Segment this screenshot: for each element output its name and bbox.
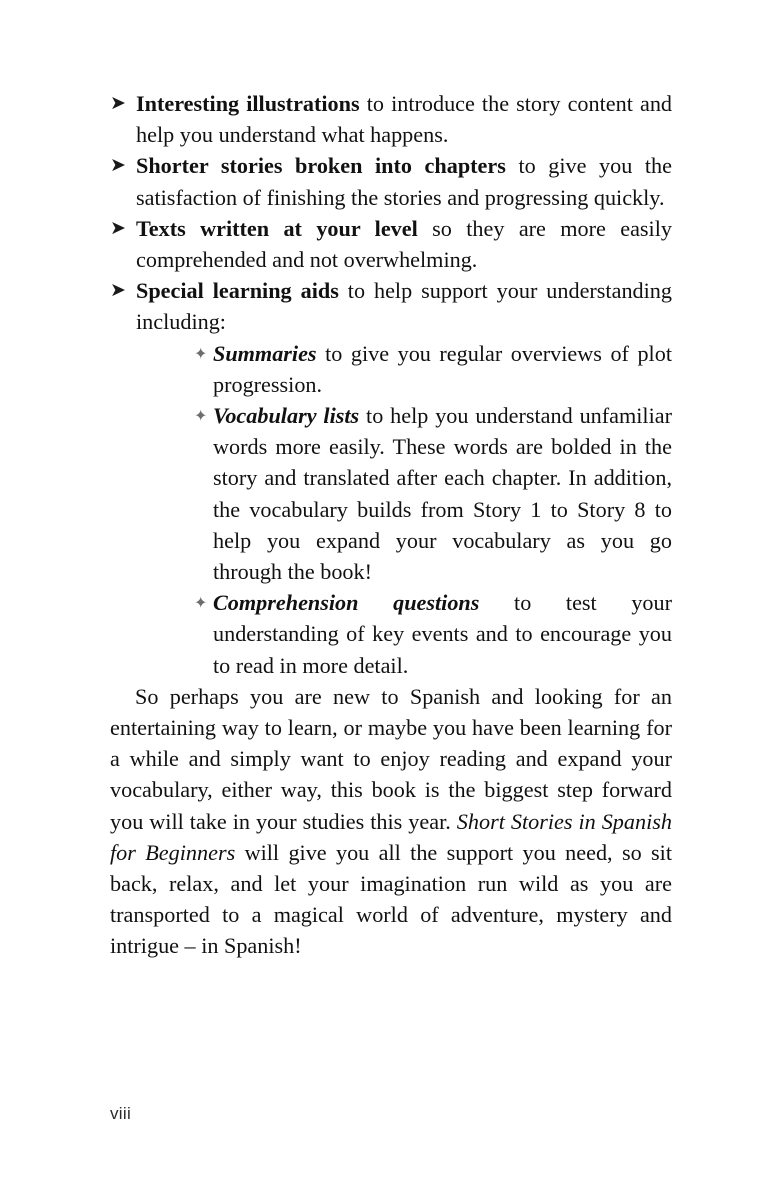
feature-lead: Texts written at your level [136, 215, 418, 241]
aid-lead: Comprehension questions [213, 590, 480, 616]
feature-text: to help support your understanding including: [136, 278, 672, 335]
list-item [110, 213, 672, 275]
arrow-bullet-icon: ➤ [110, 279, 126, 302]
star-bullet-icon: ✦ [194, 593, 208, 613]
closing-text-part-two: will give you all the support you need, so sit back, relax, and let your imagination run wild as you are transported to a magical world of adventure, mystery and intrigue – in Spanish! [110, 839, 673, 959]
arrow-bullet-icon: ➤ [110, 92, 126, 114]
list-item [196, 338, 672, 400]
list-item [196, 400, 672, 587]
list-item [110, 150, 672, 212]
feature-lead: Special learning aids [136, 278, 339, 304]
list-item [110, 275, 672, 681]
list-item [196, 587, 672, 681]
aid-lead: Summaries [213, 340, 317, 366]
arrow-bullet-icon: ➤ [110, 154, 126, 177]
closing-paragraph [110, 681, 672, 962]
learning-aids-list [136, 338, 672, 681]
star-bullet-icon: ✦ [194, 343, 208, 363]
feature-text: so they are more easily comprehended and not overwhelming. [136, 215, 672, 273]
arrow-bullet-icon: ➤ [110, 216, 126, 239]
star-bullet-icon: ✦ [194, 406, 208, 426]
aid-text: to test your understanding of key events and to encourage you to read in more detail. [213, 590, 672, 678]
feature-text: to give you the satisfaction of finishing the stories and progressing quickly. [136, 153, 672, 210]
aid-text: to help you understand unfamiliar words more easily. These words are bolded in the story and translated after each chapter. In addition, the vocabulary builds from Story 1 to Story 8 to help you expand your vocabulary as you go through the book! [213, 403, 672, 585]
feature-lead: Interesting illustrations [136, 91, 360, 116]
feature-text: to introduce the story content and help you understand what happens. [136, 91, 673, 148]
page-number: viii [110, 1104, 132, 1123]
list-item [110, 88, 672, 150]
book-title: Short Stories in Spanish for Beginners [110, 808, 672, 865]
page-content [110, 88, 672, 962]
features-list [110, 88, 672, 681]
aid-lead: Vocabulary lists [213, 403, 360, 429]
closing-text-part-one: So perhaps you are new to Spanish and looking for an entertaining way to learn, or maybe you have been learning for a while and simply want to enjoy reading and expand your vocabulary, either way, this book is the biggest step forward you will take in your studies this year. [110, 683, 672, 834]
aid-text: to give you regular overviews of plot progression. [213, 340, 672, 397]
feature-lead: Shorter stories broken into chapters [136, 153, 506, 179]
